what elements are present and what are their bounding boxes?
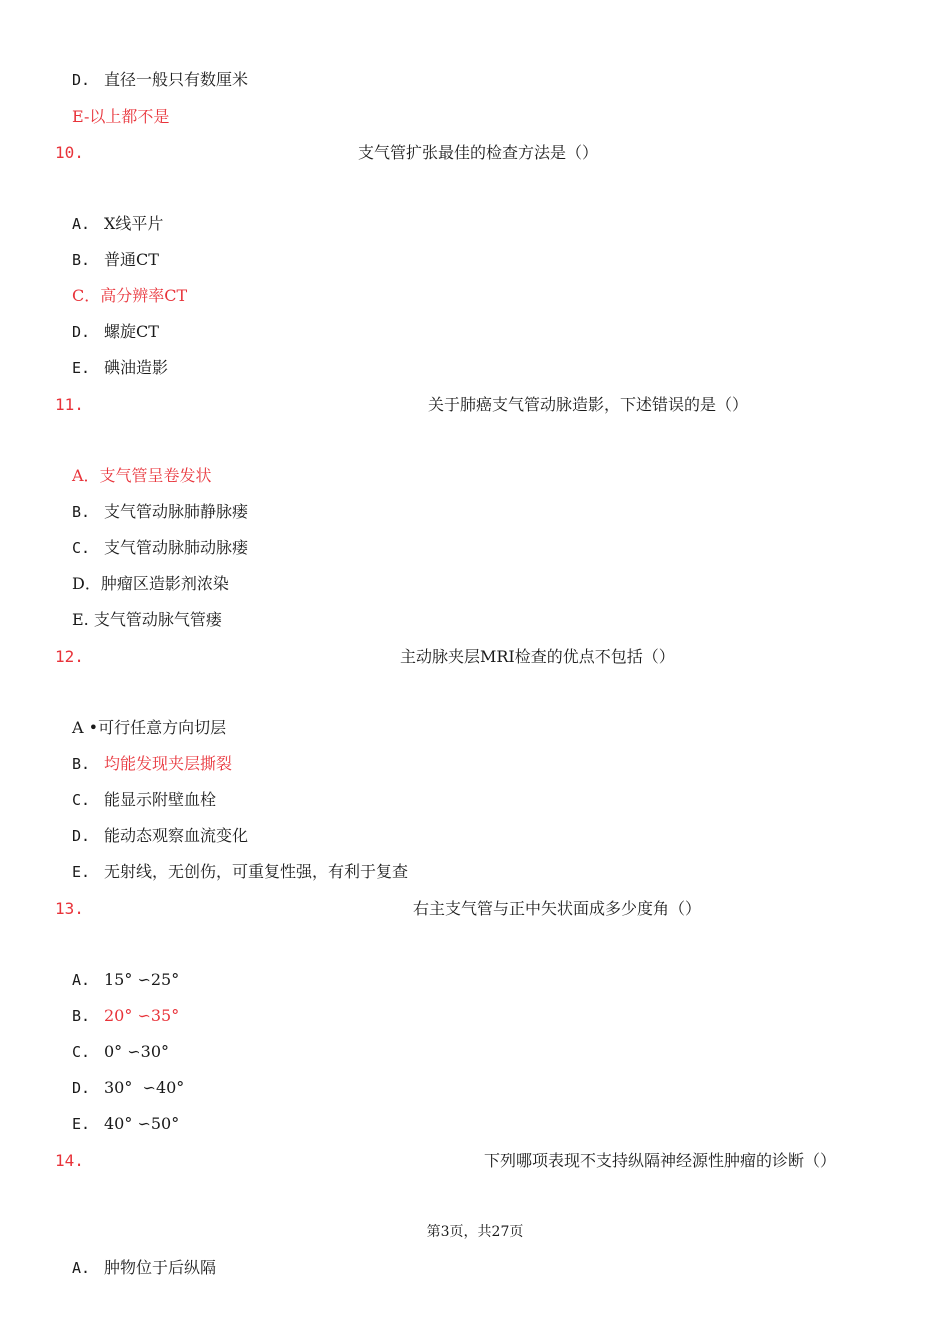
option-c-q10-answer: C．高分辨率CT: [72, 286, 188, 305]
option-a-q14: A. 肿物位于后纵隔: [72, 1258, 217, 1277]
question-stem-12: 主动脉夹层MRI检查的优点不包括（）: [400, 647, 675, 666]
question-stem-10: 支气管扩张最佳的检查方法是（）: [358, 143, 599, 162]
option-a-q10: A. X线平片: [72, 214, 164, 233]
question-number-13: 13.: [55, 899, 84, 918]
option-e-q13: E. 40° ∽50°: [72, 1114, 180, 1133]
option-c-q12: C. 能显示附壁血栓: [72, 790, 217, 809]
option-d-q10: D. 螺旋CT: [72, 322, 159, 341]
option-d-q13: D. 30° ∽40°: [72, 1078, 185, 1097]
option-b-q12-answer: B. 均能发现夹层撕裂: [72, 754, 233, 773]
option-e-q11: E. 支气管动脉气管瘘: [72, 610, 222, 629]
option-e-q12: E. 无射线，无创伤，可重复性强，有利于复查: [72, 862, 409, 881]
question-number-11: 11.: [55, 395, 84, 414]
option-b-q11: B. 支气管动脉肺静脉瘘: [72, 502, 249, 521]
option-b-q13-answer: B. 20° ∽35°: [72, 1006, 180, 1025]
option-a-q11-answer: A．支气管呈卷发状: [72, 466, 212, 485]
option-c-q11: C. 支气管动脉肺动脉瘘: [72, 538, 249, 557]
option-d-q12: D. 能动态观察血流变化: [72, 826, 249, 845]
question-number-12: 12.: [55, 647, 84, 666]
option-a-q13: A. 15° ∽25°: [72, 970, 180, 989]
option-d-q11: D．肿瘤区造影剂浓染: [72, 574, 229, 593]
question-number-14: 14.: [55, 1151, 84, 1170]
option-b-q10: B. 普通CT: [72, 250, 159, 269]
page-footer: 第3页，共27页: [426, 1224, 524, 1240]
option-d-q9: D. 直径一般只有数厘米: [72, 70, 249, 89]
question-number-10: 10.: [55, 143, 84, 162]
question-stem-14: 下列哪项表现不支持纵隔神经源性肿瘤的诊断（）: [484, 1151, 837, 1170]
option-a-q12: A •可行任意方向切层: [72, 718, 227, 737]
option-e-q9-answer: E-以上都不是: [72, 107, 170, 126]
question-stem-11: 关于肺癌支气管动脉造影，下述错误的是（）: [428, 395, 749, 414]
option-c-q13: C. 0° ∽30°: [72, 1042, 170, 1061]
question-stem-13: 右主支气管与正中矢状面成多少度角（）: [413, 899, 702, 918]
option-e-q10: E. 碘油造影: [72, 358, 169, 377]
